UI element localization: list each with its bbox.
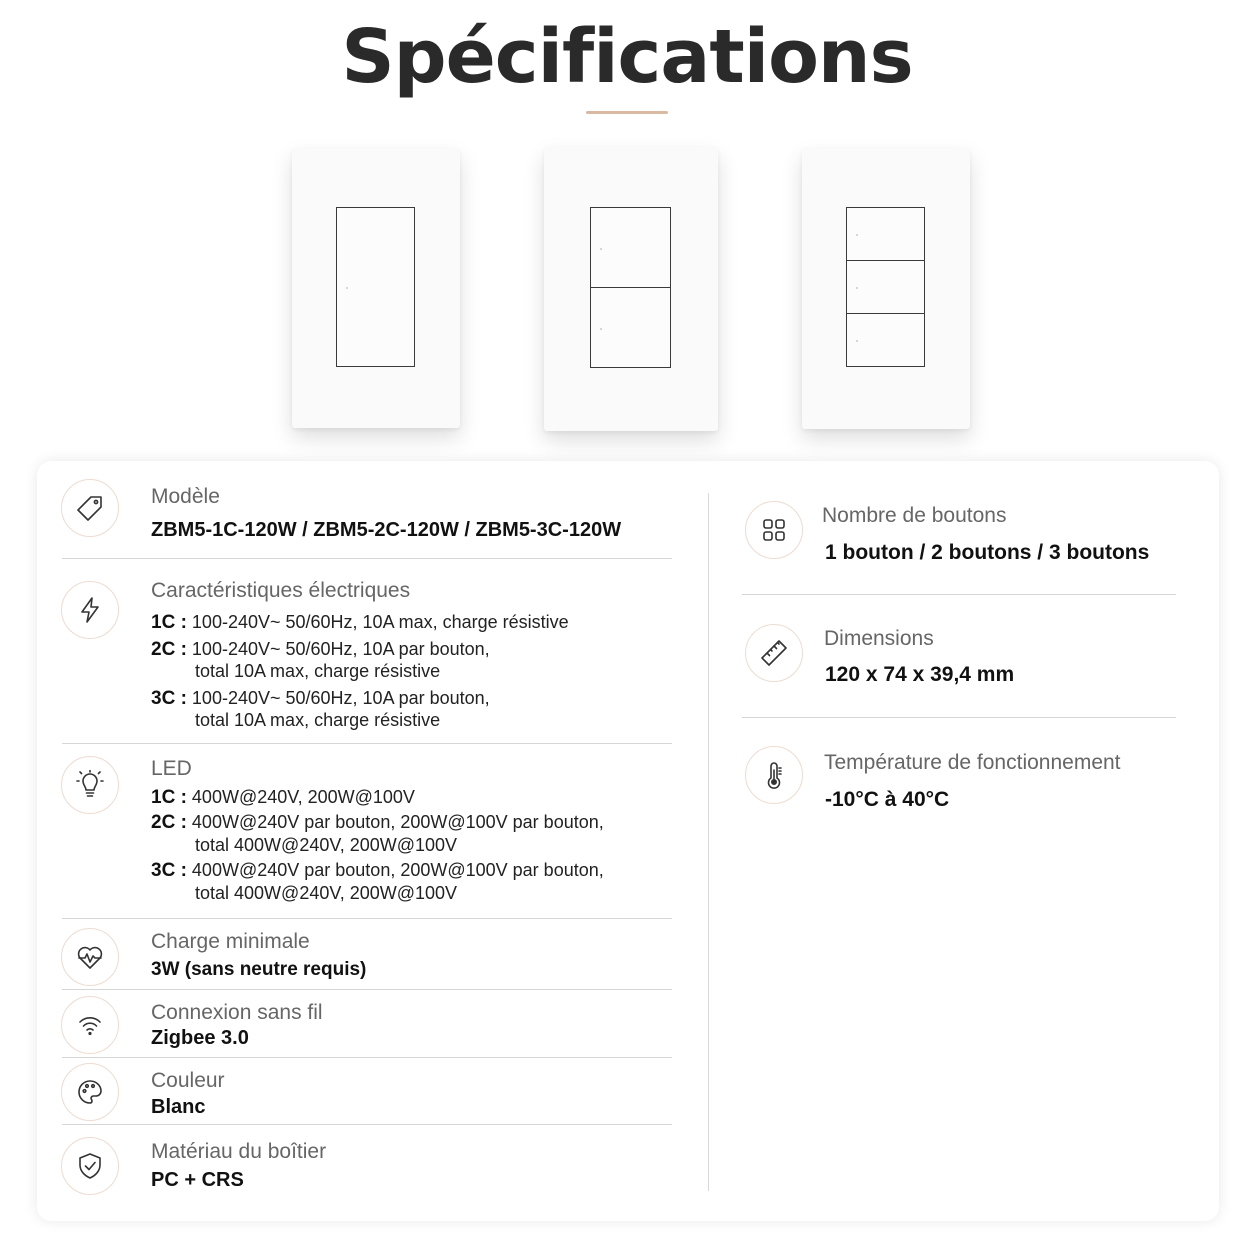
divider bbox=[62, 1124, 672, 1125]
spec-card bbox=[37, 461, 1219, 1221]
color-value: Blanc bbox=[151, 1096, 206, 1118]
led-line-3c: 3C : 400W@240V par bouton, 200W@100V par bouton, bbox=[151, 860, 604, 881]
bulb-icon bbox=[61, 756, 119, 814]
led-line-1c: 1C : 400W@240V, 200W@100V bbox=[151, 787, 415, 808]
title-underline bbox=[586, 111, 668, 114]
divider bbox=[62, 1057, 672, 1058]
electrical-line-3c: 3C : 100-240V~ 50/60Hz, 10A par bouton, bbox=[151, 688, 490, 709]
palette-icon bbox=[61, 1063, 119, 1121]
color-label: Couleur bbox=[151, 1069, 225, 1092]
pulse-icon bbox=[61, 928, 119, 986]
buttons-label: Nombre de boutons bbox=[822, 504, 1007, 527]
electrical-line-2c: 2C : 100-240V~ 50/60Hz, 10A par bouton, bbox=[151, 639, 490, 660]
led-line-3c-cont: total 400W@240V, 200W@100V bbox=[195, 883, 458, 903]
divider bbox=[62, 989, 672, 990]
model-value: ZBM5-1C-120W / ZBM5-2C-120W / ZBM5-3C-120W bbox=[151, 519, 622, 541]
rocker-button bbox=[336, 207, 415, 367]
wifi-icon bbox=[61, 996, 119, 1054]
divider bbox=[62, 743, 672, 744]
buttons-value: 1 bouton / 2 boutons / 3 boutons bbox=[825, 541, 1150, 564]
divider bbox=[742, 594, 1176, 595]
divider bbox=[62, 558, 672, 559]
lightning-icon bbox=[61, 581, 119, 639]
rocker-button bbox=[846, 207, 925, 261]
switch-plate-2c bbox=[544, 147, 718, 431]
grid-icon bbox=[745, 501, 803, 559]
page-title: Spécifications bbox=[341, 14, 913, 100]
min-load-value: 3W (sans neutre requis) bbox=[151, 959, 367, 980]
divider bbox=[742, 717, 1176, 718]
temperature-label: Température de fonctionnement bbox=[824, 751, 1121, 774]
temperature-value: -10°C à 40°C bbox=[825, 788, 950, 811]
led-line-2c-cont: total 400W@240V, 200W@100V bbox=[195, 835, 458, 855]
shield-check-icon bbox=[61, 1137, 119, 1195]
electrical-line-2c-cont: total 10A max, charge résistive bbox=[195, 661, 441, 681]
ruler-icon bbox=[745, 624, 803, 682]
wireless-label: Connexion sans fil bbox=[151, 1001, 323, 1024]
electrical-line-1c: 1C : 100-240V~ 50/60Hz, 10A max, charge résistive bbox=[151, 612, 569, 633]
dimensions-value: 120 x 74 x 39,4 mm bbox=[825, 663, 1015, 686]
model-label: Modèle bbox=[151, 485, 220, 508]
wireless-value: Zigbee 3.0 bbox=[151, 1027, 249, 1049]
switch-plate-3c bbox=[802, 148, 970, 429]
led-label: LED bbox=[151, 757, 192, 780]
switch-plate-1c bbox=[292, 148, 460, 428]
column-divider bbox=[708, 493, 709, 1191]
rocker-button bbox=[590, 207, 671, 288]
electrical-label: Caractéristiques électriques bbox=[151, 579, 411, 602]
divider bbox=[62, 918, 672, 919]
min-load-label: Charge minimale bbox=[151, 930, 310, 953]
tag-icon bbox=[61, 479, 119, 537]
electrical-line-3c-cont: total 10A max, charge résistive bbox=[195, 710, 441, 730]
rocker-button bbox=[846, 260, 925, 314]
rocker-button bbox=[846, 313, 925, 367]
thermometer-icon bbox=[745, 746, 803, 804]
rocker-button bbox=[590, 287, 671, 368]
material-label: Matériau du boîtier bbox=[151, 1140, 327, 1163]
led-line-2c: 2C : 400W@240V par bouton, 200W@100V par bouton, bbox=[151, 812, 604, 833]
dimensions-label: Dimensions bbox=[824, 627, 934, 650]
material-value: PC + CRS bbox=[151, 1169, 244, 1191]
